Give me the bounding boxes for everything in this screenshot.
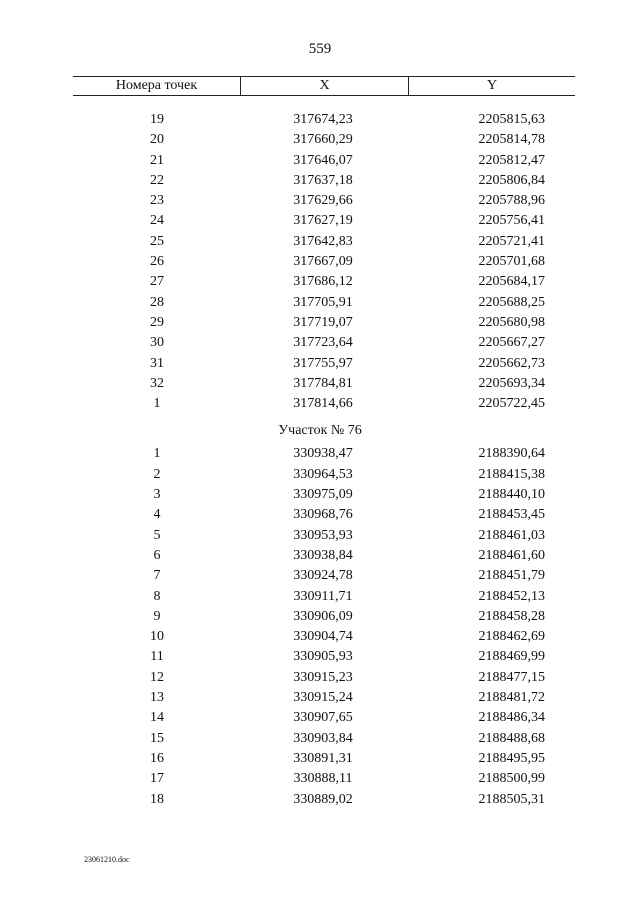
x-coordinate: 330891,31 <box>293 750 353 766</box>
y-coordinate: 2188451,79 <box>478 568 545 584</box>
point-number: 2 <box>153 466 161 482</box>
x-coordinate: 330903,84 <box>293 730 353 746</box>
table-row <box>0 526 640 546</box>
x-coordinate: 317629,66 <box>293 193 353 209</box>
x-coordinate: 317784,81 <box>293 375 353 391</box>
table-row <box>0 171 640 191</box>
y-coordinate: 2205812,47 <box>478 152 545 168</box>
y-coordinate: 2205667,27 <box>478 335 545 351</box>
point-number: 4 <box>153 507 161 523</box>
section-title: Участок № 76 <box>278 423 362 439</box>
x-coordinate: 330964,53 <box>293 466 353 482</box>
table-row <box>0 769 640 789</box>
point-number: 12 <box>150 669 164 685</box>
point-number: 28 <box>150 294 164 310</box>
x-coordinate: 317719,07 <box>293 314 353 330</box>
x-coordinate: 317755,97 <box>293 355 353 371</box>
header-top-rule <box>73 76 575 77</box>
x-coordinate: 330938,84 <box>293 547 353 563</box>
x-coordinate: 330906,09 <box>293 608 353 624</box>
y-coordinate: 2205722,45 <box>478 396 545 412</box>
x-coordinate: 317674,23 <box>293 112 353 127</box>
point-number: 6 <box>153 547 161 563</box>
x-coordinate: 330907,65 <box>293 710 353 726</box>
table-row <box>0 232 640 252</box>
y-coordinate: 2188453,45 <box>478 507 545 523</box>
point-number: 7 <box>153 568 161 584</box>
table-row <box>0 647 640 667</box>
x-coordinate: 317705,91 <box>293 294 353 310</box>
y-coordinate: 2188505,31 <box>478 791 545 807</box>
y-coordinate: 2188390,64 <box>478 446 545 462</box>
table-row <box>0 485 640 505</box>
header-x: X <box>319 78 330 93</box>
point-number: 1 <box>153 396 161 412</box>
x-coordinate: 330915,24 <box>293 690 353 706</box>
table-row <box>0 465 640 485</box>
x-coordinate: 317660,29 <box>293 132 353 148</box>
point-number: 19 <box>150 112 164 127</box>
point-number: 32 <box>150 375 164 391</box>
page-number: 559 <box>308 41 332 57</box>
point-number: 27 <box>150 274 164 290</box>
table-row <box>0 272 640 292</box>
x-coordinate: 317723,64 <box>293 335 353 351</box>
x-coordinate: 330924,78 <box>293 568 353 584</box>
point-number: 29 <box>150 314 164 330</box>
y-coordinate: 2188462,69 <box>478 629 545 645</box>
x-coordinate: 330938,47 <box>293 446 353 462</box>
x-coordinate: 330889,02 <box>293 791 353 807</box>
coordinates-table-body <box>0 110 640 810</box>
table-row <box>0 211 640 231</box>
point-number: 9 <box>153 608 161 624</box>
y-coordinate: 2205662,73 <box>478 355 545 371</box>
x-coordinate: 317642,83 <box>293 233 353 249</box>
point-number: 20 <box>150 132 164 148</box>
table-row <box>0 790 640 810</box>
point-number: 3 <box>153 487 161 503</box>
table-row <box>0 444 640 464</box>
header-point-numbers: Номера точек <box>115 78 198 93</box>
x-coordinate: 317814,66 <box>293 396 353 412</box>
table-row <box>0 607 640 627</box>
point-number: 8 <box>153 588 161 604</box>
x-coordinate: 330975,09 <box>293 487 353 503</box>
y-coordinate: 2205721,41 <box>478 233 545 249</box>
y-coordinate: 2188486,34 <box>478 710 545 726</box>
y-coordinate: 2205806,84 <box>478 172 545 188</box>
table-row <box>0 505 640 525</box>
point-number: 17 <box>150 771 164 787</box>
header-bottom-rule <box>73 95 575 96</box>
point-number: 22 <box>150 172 164 188</box>
table-row <box>0 130 640 150</box>
point-number: 5 <box>153 527 161 543</box>
point-number: 15 <box>150 730 164 746</box>
y-coordinate: 2188458,28 <box>478 608 545 624</box>
y-coordinate: 2188500,99 <box>478 771 545 787</box>
y-coordinate: 2188469,99 <box>478 649 545 665</box>
point-number: 16 <box>150 750 164 766</box>
y-coordinate: 2205688,25 <box>478 294 545 310</box>
point-number: 18 <box>150 791 164 807</box>
x-coordinate: 330904,74 <box>293 629 353 645</box>
point-number: 26 <box>150 254 164 270</box>
table-row <box>0 627 640 647</box>
x-coordinate: 330888,11 <box>293 771 353 787</box>
table-row <box>0 729 640 749</box>
x-coordinate: 330911,71 <box>293 588 353 604</box>
table-row <box>0 587 640 607</box>
table-row <box>0 110 640 130</box>
table-row <box>0 749 640 769</box>
x-coordinate: 330915,23 <box>293 669 353 685</box>
header-y: Y <box>486 78 498 93</box>
table-header <box>73 76 575 96</box>
x-coordinate: 317637,18 <box>293 172 353 188</box>
table-row <box>0 191 640 211</box>
y-coordinate: 2188440,10 <box>478 487 545 503</box>
y-coordinate: 2188495,95 <box>478 750 545 766</box>
table-row <box>0 151 640 171</box>
table-row <box>0 333 640 353</box>
y-coordinate: 2188477,15 <box>478 669 545 685</box>
y-coordinate: 2188461,60 <box>478 547 545 563</box>
table-row <box>0 546 640 566</box>
table-row <box>0 293 640 313</box>
x-coordinate: 330905,93 <box>293 649 353 665</box>
y-coordinate: 2188481,72 <box>478 690 545 706</box>
table-row <box>0 354 640 374</box>
point-number: 31 <box>150 355 164 371</box>
table-row <box>0 313 640 333</box>
point-number: 14 <box>150 710 164 726</box>
y-coordinate: 2205814,78 <box>478 132 545 148</box>
point-number: 13 <box>150 690 164 706</box>
y-coordinate: 2205684,17 <box>478 274 545 290</box>
point-number: 1 <box>153 446 161 462</box>
table-row <box>0 394 640 414</box>
point-number: 25 <box>150 233 164 249</box>
point-number: 11 <box>150 649 164 665</box>
y-coordinate: 2188415,38 <box>478 466 545 482</box>
x-coordinate: 330968,76 <box>293 507 353 523</box>
point-number: 23 <box>150 193 164 209</box>
x-coordinate: 317646,07 <box>293 152 353 168</box>
x-coordinate: 317667,09 <box>293 254 353 270</box>
point-number: 10 <box>150 629 164 645</box>
point-number: 21 <box>150 152 164 168</box>
x-coordinate: 330953,93 <box>293 527 353 543</box>
table-row <box>0 668 640 688</box>
table-row <box>0 566 640 586</box>
table-row <box>0 688 640 708</box>
y-coordinate: 2205680,98 <box>478 314 545 330</box>
y-coordinate: 2205701,68 <box>478 254 545 270</box>
y-coordinate: 2205693,34 <box>478 375 545 391</box>
document-filename: 23061210.doc <box>84 855 130 864</box>
x-coordinate: 317686,12 <box>293 274 353 290</box>
x-coordinate: 317627,19 <box>293 213 353 229</box>
table-row <box>0 708 640 728</box>
y-coordinate: 2205815,63 <box>478 112 545 127</box>
y-coordinate: 2205788,96 <box>478 193 545 209</box>
point-number: 24 <box>150 213 164 229</box>
y-coordinate: 2188488,68 <box>478 730 545 746</box>
table-row <box>0 252 640 272</box>
y-coordinate: 2188461,03 <box>478 527 545 543</box>
point-number: 30 <box>150 335 164 351</box>
y-coordinate: 2188452,13 <box>478 588 545 604</box>
y-coordinate: 2205756,41 <box>478 213 545 229</box>
table-row <box>0 374 640 394</box>
